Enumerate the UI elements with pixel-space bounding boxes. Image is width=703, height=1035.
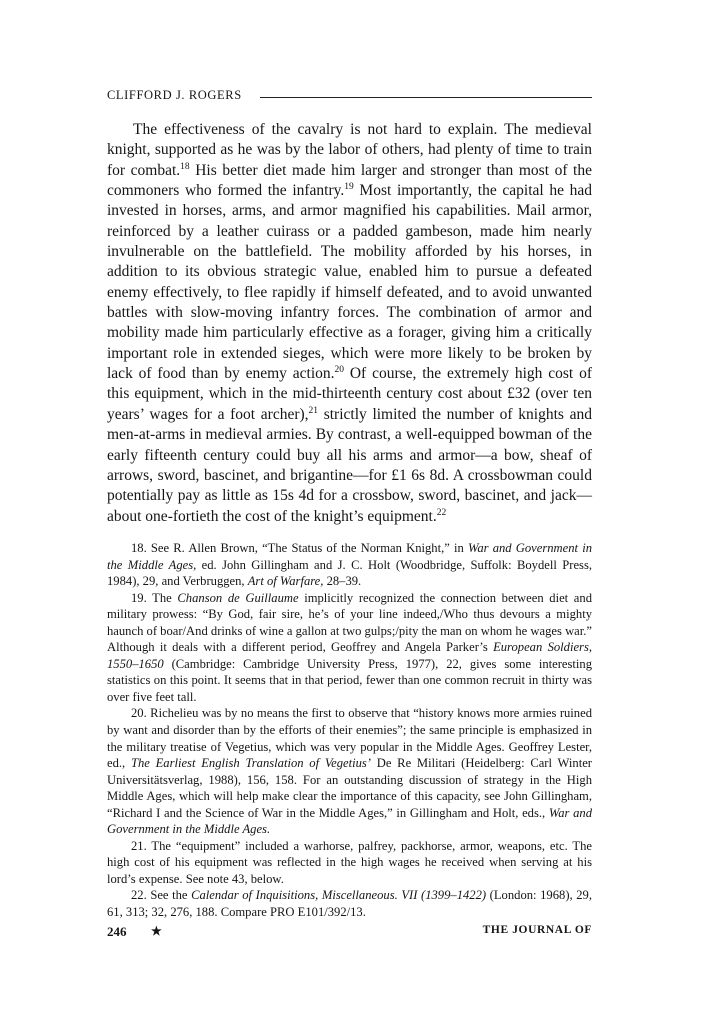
footnote-ref-21[interactable]: 21 <box>308 405 319 416</box>
footnote-20 <box>107 705 592 837</box>
footnote-ref-22[interactable]: 22 <box>436 507 447 518</box>
footnote-italic-title: Calendar of Inquisitions, Miscellaneous. VII (1399–1422) <box>191 888 487 903</box>
footnote-text: 18. See R. Allen Brown, “The Status of the Norman Knight,” in <box>131 541 468 555</box>
footnote-text: 21. The “equipment” included a warhorse, palfrey, packhorse, armor, weapons, etc. The high cost of his equipment was reflected in the high wages he received when serving at his lord’s expense. See note 43, below. <box>107 838 592 886</box>
footnote-italic-title: The Earliest English Translation of Vegetius’ <box>130 756 371 771</box>
body-text-segment: Of course, the extremely high cost of this equipment, which in the mid-thirteenth century cost about £32 (over ten years’ wages for a foot archer), <box>107 365 593 423</box>
footnote-text: implicitly recognized the connection between diet and military prowess: “By God, fair sire, he’s of your line indeed,/Who thus devours a mighty haunch of boar/And drinks of wine a gallon at two gulps;/pity the man on whom he wages war.” Although it deals with a different period, Geoffrey and Angela Parker’s <box>107 590 592 655</box>
page-number: 246 <box>107 924 127 939</box>
footnote-text: (Cambridge: Cambridge University Press, 1977), 22, gives some interesting statistics on this point. It seems that in that period, fewer than one common recruit in thirty was over five feet tall. <box>107 656 592 704</box>
star-icon: ★ <box>151 924 162 938</box>
footnote-text: ed. John Gillingham and J. C. Holt (Woodbridge, Suffolk: Boydell Press, 1984), 29, and Verbruggen, <box>107 557 592 589</box>
footnote-italic-title: European Soldiers, 1550–1650 <box>107 640 592 671</box>
footnote-italic-title: War and Government in the Middle Ages. <box>107 805 592 837</box>
body-paragraph <box>107 120 592 527</box>
footnote-text: 28–39. <box>323 574 362 589</box>
running-foot-journal: THE JOURNAL OF <box>482 924 592 936</box>
footnotes-section <box>107 540 592 921</box>
footnote-22 <box>107 887 592 920</box>
footnote-ref-18[interactable]: 18 <box>180 161 190 172</box>
footnote-19 <box>107 590 592 706</box>
body-text-segment: strictly limited the number of knights and men-at-arms in medieval armies. By contrast, a well-equipped bowman of the early fifteenth century could buy all his arms and armor—a bow, sheaf of arrows, sword, bascinet, and brigantine—for £1 6s 8d. A crossbowman could potentially pay as little as 15s 4d for a crossbow, sword, bascinet, and jack—about one-fortieth the cost of the knight’s equipment. <box>107 405 592 525</box>
footnote-ref-20[interactable]: 20 <box>334 365 345 376</box>
body-text-segment: Most importantly, the capital he had invested in horses, arms, and armor magnified his capabilities. Mail armor, reinforced by a leather cuirass or a padded gambeson, made him nearly invulnerable on the battlefield. The mobility afforded by his horses, in addition to its obvious strategic value, enabled him to pursue a defeated enemy effectively, to flee rapidly if himself defeated, and to avoid unwanted battles with slow-moving infantry forces. The combination of armor and mobility made him particularly effective as a forager, giving him a critically important role in extended sieges, which were more likely to be broken by lack of food than by enemy action. <box>107 182 592 383</box>
footnote-text: 20. Richelieu was by no means the first to observe that “history knows more armies ruined by want and disorder than by the efforts of their enemies”; the same principle is emphasized in the military treatise of Vegetius, which was very popular in the Middle Ages. Geoffrey Lester, ed., <box>107 706 592 771</box>
page-footer <box>107 924 592 944</box>
footnote-italic-title: War and Government in the Middle Ages, <box>107 541 592 572</box>
footnote-18 <box>107 540 592 590</box>
running-head-author: CLIFFORD J. ROGERS <box>107 88 242 102</box>
header-rule <box>260 97 592 98</box>
footnote-ref-19[interactable]: 19 <box>344 182 354 193</box>
body-text-segment: The effectiveness of the cavalry is not hard to explain. The medieval knight, supported as he was by the labor of others, had plenty of time to train for combat. <box>107 121 592 179</box>
footnote-text: 19. The <box>131 590 178 605</box>
footnote-21 <box>107 838 592 888</box>
running-header <box>107 88 592 108</box>
footnote-italic-title: Chanson de Guillaume <box>177 590 299 605</box>
footnote-text: (London: 1968), 29, 61, 313; 32, 276, 188. Compare PRO E101/392/13. <box>107 888 592 920</box>
body-text-segment: His better diet made him larger and stronger than most of the commoners who formed the infantry. <box>107 161 592 200</box>
footnote-text: 22. See the <box>131 888 192 903</box>
footnote-italic-title: Art of Warfare, <box>247 574 324 589</box>
footnote-text: De Re Militari (Heidelberg: Carl Winter Universitätsverlag, 1988), 156, 158. For an outstanding discussion of strategy in the High Middle Ages, which will help make clear the importance of this capacity, see John Gillingham, “Richard I and the Science of War in the Middle Ages,” in Gillingham and Holt, eds., <box>107 756 592 820</box>
